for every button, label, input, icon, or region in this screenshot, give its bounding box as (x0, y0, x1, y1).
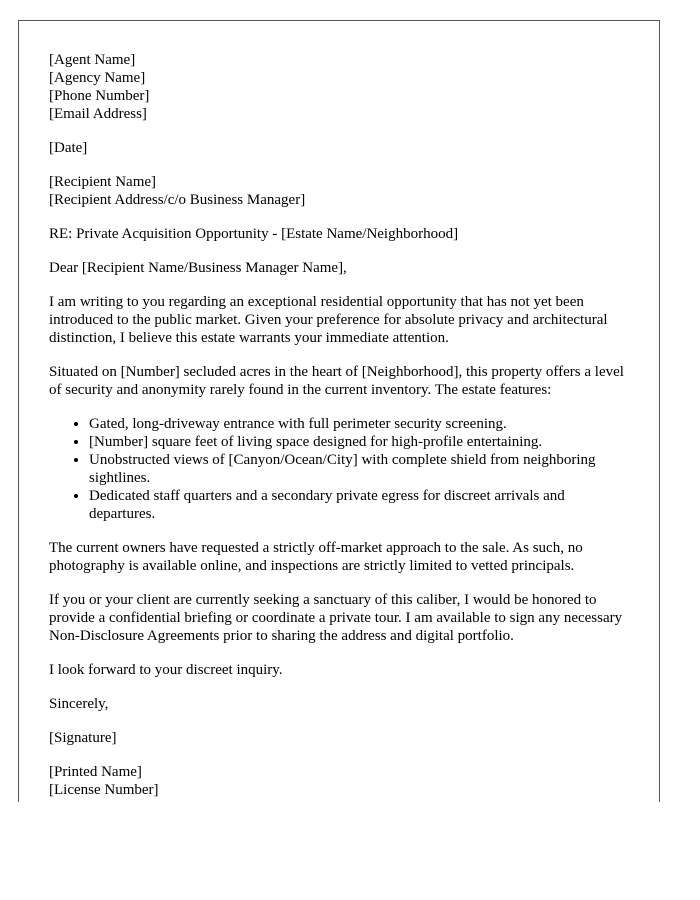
situated-paragraph: Situated on [Number] secluded acres in the heart of [Neighborhood], this property offers a level of security and anonymity rarely found in the current inventory. The estate features: (49, 364, 624, 398)
letter-date: [Date] (49, 140, 88, 156)
printed-name: [Printed Name] (49, 764, 142, 780)
signoff-block (49, 763, 633, 799)
date-block (49, 139, 633, 157)
feature-item: • Gated, long-driveway entrance with full perimeter security screening. (89, 415, 633, 433)
feature-item: • Dedicated staff quarters and a secondary private egress for discreet arrivals and departures. (89, 487, 633, 523)
features-list (49, 415, 633, 523)
letter-page (18, 20, 660, 802)
license-number: [License Number] (49, 782, 159, 798)
subject-line: RE: Private Acquisition Opportunity - [Estate Name/Neighborhood] (49, 226, 459, 242)
recipient-name: [Recipient Name] (49, 174, 157, 190)
agent-name: [Agent Name] (49, 52, 136, 68)
feature-item: • Unobstructed views of [Canyon/Ocean/City] with complete shield from neighboring sightlines. (89, 451, 633, 487)
signature: [Signature] (49, 730, 117, 746)
recipient-block (49, 173, 633, 209)
closing-line: I look forward to your discreet inquiry. (49, 662, 283, 678)
owners-paragraph: The current owners have requested a strictly off-market approach to the sale. As such, no photography is available online, and inspections are strictly limited to vetted principals. (49, 540, 583, 574)
intro-paragraph: I am writing to you regarding an exceptional residential opportunity that has not yet been introduced to the public market. Given your preference for absolute privacy and architectural distinction, I believe this estate warrants your immediate attention. (49, 294, 608, 346)
email-address: [Email Address] (49, 106, 147, 122)
recipient-address: [Recipient Address/c/o Business Manager] (49, 192, 306, 208)
letter-body (49, 51, 633, 799)
phone-number: [Phone Number] (49, 88, 150, 104)
sender-block (49, 51, 633, 123)
feature-item: • [Number] square feet of living space designed for high-profile entertaining. (89, 433, 633, 451)
salutation: Dear [Recipient Name/Business Manager Name], (49, 260, 347, 276)
offer-paragraph: If you or your client are currently seeking a sanctuary of this caliber, I would be honored to provide a confidential briefing or coordinate a private tour. I am available to sign any necessary Non-Disclosure Agreements prior to sharing the address and digital portfolio. (49, 592, 623, 644)
valediction: Sincerely, (49, 696, 109, 712)
agency-name: [Agency Name] (49, 70, 146, 86)
